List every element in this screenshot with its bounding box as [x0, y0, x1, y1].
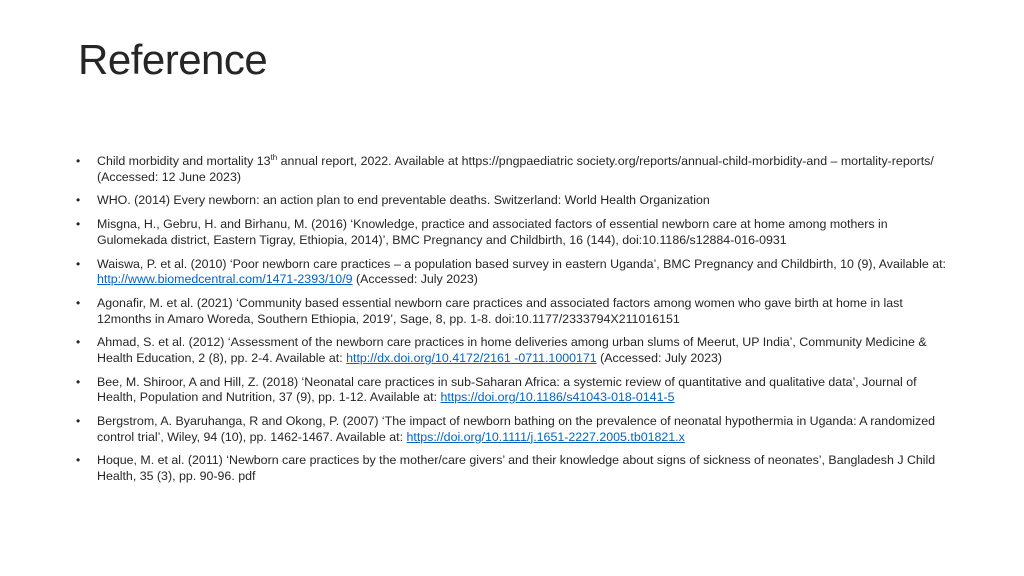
- reference-text: Waiswa, P. et al. (2010) ‘Poor newborn care practices – a population based survey in eastern Uganda’, BMC Pregnancy and Childbirth, 10 (9), Available at:: [97, 256, 946, 271]
- bullet-icon: •: [76, 374, 81, 389]
- reference-text: Ahmad, S. et al. (2012) ‘Assessment of the newborn care practices in home deliveries among urban slums of Meerut, UP India’, Community Medicine & Health Education, 2 (8), pp. 2-4. Available at:: [97, 335, 927, 365]
- reference-text: annual report, 2022. Available at https://pngpaediatric society.org/reports/annual-child-morbidity-and – mortality-reports/ (Accessed: 12 June 2023): [97, 154, 934, 184]
- bullet-icon: •: [76, 414, 81, 429]
- bullet-icon: •: [76, 335, 81, 350]
- reference-text: Bergstrom, A. Byaruhanga, R and Okong, P. (2007) ‘The impact of newborn bathing on the prevalence of neonatal hypothermia in Uganda: A randomized control trial’, Wiley, 94 (10), pp. 1462-1467. Available at:: [97, 414, 936, 444]
- reference-item: [76, 193, 956, 209]
- reference-link[interactable]: http://dx.doi.org/10.4172/2161 -0711.1000171: [346, 350, 597, 365]
- reference-link[interactable]: http://www.biomedcentral.com/1471-2393/10/9: [97, 272, 353, 287]
- bullet-icon: •: [76, 256, 81, 271]
- reference-superscript: th: [270, 152, 278, 162]
- reference-text-after: (Accessed: July 2023): [596, 350, 723, 365]
- reference-text: Misgna, H., Gebru, H. and Birhanu, M. (2016) ‘Knowledge, practice and associated factors of essential newborn care at home among mothers in Gulomekada district, Eastern Tigray, Ethiopia, 2014)’, BMC Pregnancy and Childbirth, 16 (144), doi:10.1186/s12884-016-0931: [97, 217, 888, 247]
- bullet-icon: •: [76, 154, 81, 168]
- reference-item: [76, 375, 956, 406]
- reference-text-after: (Accessed: July 2023): [352, 272, 478, 287]
- reference-item: [76, 414, 956, 445]
- bullet-icon: •: [76, 193, 81, 208]
- reference-text: WHO. (2014) Every newborn: an action plan to end preventable deaths. Switzerland: World Health Organization: [97, 193, 710, 208]
- bullet-icon: •: [76, 453, 81, 468]
- reference-link[interactable]: https://doi.org/10.1111/j.1651-2227.2005.tb01821.x: [406, 429, 685, 444]
- bullet-icon: •: [76, 295, 81, 310]
- bullet-icon: •: [76, 217, 81, 232]
- reference-link[interactable]: https://doi.org/10.1186/s41043-018-0141-5: [440, 390, 675, 405]
- reference-text: Hoque, M. et al. (2011) ‘Newborn care practices by the mother/care givers’ and their knowledge about signs of sickness of neonates’, Bangladesh J Child Health, 35 (3), pp. 90-96. pdf: [97, 453, 936, 483]
- reference-item: [76, 217, 956, 248]
- reference-item: [76, 154, 956, 185]
- reference-text: Agonafir, M. et al. (2021) ‘Community based essential newborn care practices and associated factors among women who gave birth at home in last 12months in Amaro Woreda, Southern Ethiopia, 2019’, Sage, 8, pp. 1-8. doi:10.1177/2333794X211016151: [97, 295, 903, 326]
- slide-title: Reference: [78, 36, 268, 83]
- reference-text: Bee, M. Shiroor, A and Hill, Z. (2018) ‘Neonatal care practices in sub-Saharan Africa: a systemic review of quantitative and qualitative data’, Journal of Health, Population and Nutrition, 37 (9), pp. 1-12. Available at:: [97, 374, 917, 405]
- reference-item: [76, 257, 956, 288]
- reference-text: Child morbidity and mortality 13: [97, 154, 271, 168]
- reference-item: [76, 296, 956, 327]
- reference-item: [76, 335, 956, 366]
- reference-item: [76, 453, 956, 484]
- reference-list: [76, 154, 956, 493]
